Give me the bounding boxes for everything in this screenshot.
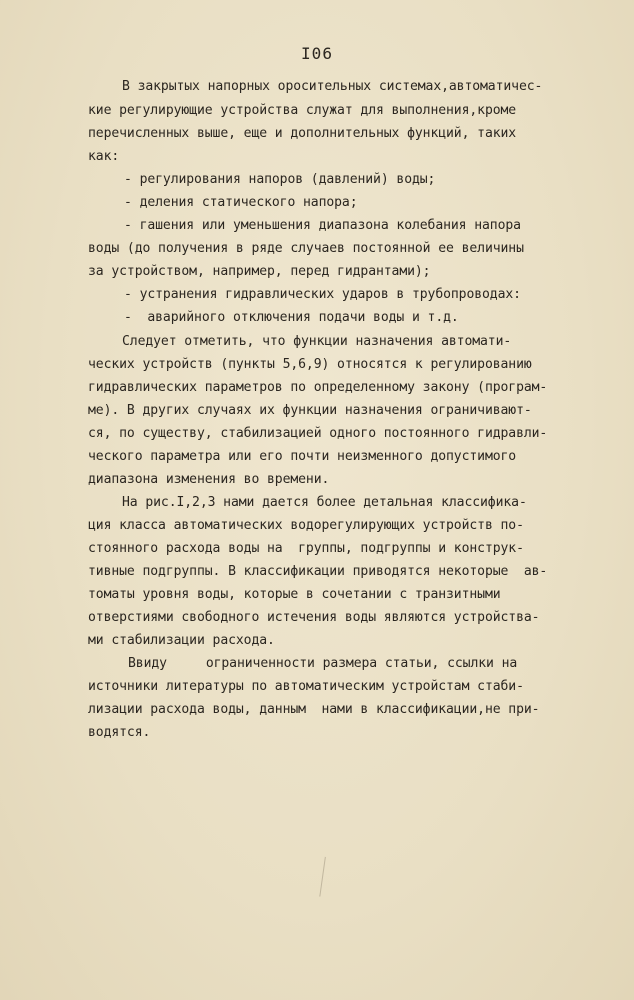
text-line: отверстиями свободного истечения воды являются устройства- bbox=[88, 610, 540, 625]
text-line: ме). В других случаях их функции назначения ограничивают- bbox=[88, 403, 532, 418]
text-line: Ввиду ограниченности размера статьи, ссылки на bbox=[128, 656, 518, 671]
text-line: - аварийного отключения подачи воды и т.д. bbox=[124, 310, 459, 325]
text-line: ми стабилизации расхода. bbox=[88, 633, 275, 648]
text-line: В закрытых напорных оросительных системах,автоматичес- bbox=[122, 79, 543, 94]
text-line: - устранения гидравлических ударов в трубопроводах: bbox=[124, 287, 521, 302]
paper-mark bbox=[319, 857, 343, 899]
text-line: как: bbox=[88, 149, 120, 164]
text-line: - гашения или уменьшения диапазона колебания напора bbox=[124, 218, 521, 233]
text-line: ческих устройств (пункты 5,6,9) относятся к регулированию bbox=[88, 357, 532, 372]
text-line: за устройством, например, перед гидрантами); bbox=[88, 264, 431, 279]
text-line: томаты уровня воды, которые в сочетании с транзитными bbox=[88, 587, 501, 602]
text-line: водятся. bbox=[88, 725, 151, 740]
text-line: воды (до получения в ряде случаев постоянной ее величины bbox=[88, 241, 524, 256]
text-line: источники литературы по автоматическим устройстам стаби- bbox=[88, 679, 524, 694]
text-line: тивные подгруппы. В классификации приводятся некоторые ав- bbox=[88, 564, 548, 579]
text-line: ся, по существу, стабилизацией одного постоянного гидравли- bbox=[88, 426, 548, 441]
text-line: диапазона изменения во времени. bbox=[88, 472, 330, 487]
text-line: Следует отметить, что функции назначения автомати- bbox=[122, 334, 512, 349]
text-line: - регулирования напоров (давлений) воды; bbox=[124, 172, 436, 187]
text-line: На рис.I,2,3 нами дается более детальная классифика- bbox=[122, 495, 527, 510]
text-line: стоянного расхода воды на группы, подгруппы и конструк- bbox=[88, 541, 524, 556]
page-number: I06 bbox=[301, 44, 333, 63]
text-line: лизации расхода воды, данным нами в классификации,не при- bbox=[88, 702, 540, 717]
text-line: ция класса автоматических водорегулирующих устройств по- bbox=[88, 518, 524, 533]
text-line: ческого параметра или его почти неизменного допустимого bbox=[88, 449, 517, 464]
text-line: гидравлических параметров по определенному закону (програм- bbox=[88, 380, 548, 395]
text-line: перечисленных выше, еще и дополнительных функций, таких bbox=[88, 126, 517, 141]
text-line: кие регулирующие устройства служат для выполнения,кроме bbox=[88, 103, 517, 118]
text-line: - деления статического напора; bbox=[124, 195, 358, 210]
